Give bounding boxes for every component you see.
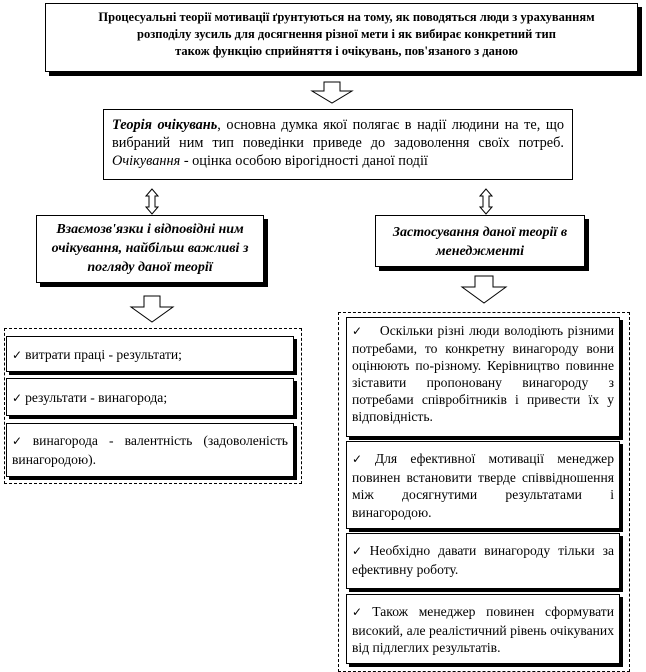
process-theories-box — [45, 3, 638, 72]
checkmark-icon: ✓ — [352, 452, 372, 466]
list-item — [346, 441, 620, 529]
expectation-term: Очікування — [112, 153, 181, 169]
title-line-3: також функцію сприйняття і очікувань, пов'язаного з даною — [175, 44, 518, 58]
title-line-1: Процесуальні теорії мотивації ґрунтуються на тому, як поводяться люди з урахуванням — [98, 10, 595, 24]
list-item — [346, 594, 620, 664]
down-arrow-right — [462, 276, 506, 303]
list-item-text: Для ефективної мотивації менеджер повинен встановити тверде співвідношення між досягнутими результатами і винагородою. — [352, 451, 614, 520]
checkmark-icon: ✓ — [352, 324, 364, 338]
list-item — [6, 336, 294, 372]
list-item — [346, 317, 620, 437]
list-item — [6, 423, 294, 477]
down-arrow-left — [131, 296, 173, 322]
list-item-text: результати - винагорода; — [25, 390, 168, 405]
list-item — [346, 533, 620, 589]
updown-arrow-left — [146, 189, 158, 214]
list-item-text: Необхідно давати винагороду тільки за ефективну роботу. — [352, 543, 614, 577]
checkmark-icon: ✓ — [12, 391, 23, 405]
list-item-text: Оскільки різні люди володіють різними потребами, то конкретну винагороду вони оцінюють по-різному. Керівництво повинне зіставити пропоновану винагороду з потребами співробітників і привести їх у відповідність. — [352, 323, 614, 424]
theory-text: , основна думка якої полягає в надії людини на те, що вибраний ним тип поведінки приведе до задоволення своїх потреб. — [112, 117, 565, 151]
updown-arrow-right — [480, 189, 492, 214]
down-arrow-top — [312, 82, 352, 103]
checkmark-icon: ✓ — [352, 544, 367, 558]
relationships-header: Взаємозв'язки і відповідні ним очікування, найбільш важливі з погляду даної теорії — [36, 215, 264, 283]
list-item-text: винагорода - валентність (задоволеність винагородою). — [12, 433, 288, 467]
list-item — [6, 378, 294, 416]
checkmark-icon: ✓ — [12, 434, 30, 448]
theory-name: Теорія очікувань — [112, 117, 218, 133]
checkmark-icon: ✓ — [12, 348, 23, 362]
expectation-definition: - оцінка особою вірогідності даної події — [180, 153, 428, 169]
expectancy-theory-box — [103, 109, 573, 180]
management-application-header: Застосування даної теорії в менеджменті — [375, 215, 585, 267]
title-line-2: розподілу зусиль для досягнення різної мети і як вибирає конкретний тип — [137, 27, 556, 41]
list-item-text: Також менеджер повинен сформувати високий, але реалістичний рівень очікуваних від підлеглих результатів. — [352, 604, 614, 655]
list-item-text: витрати праці - результати; — [25, 347, 182, 362]
checkmark-icon: ✓ — [352, 605, 370, 619]
